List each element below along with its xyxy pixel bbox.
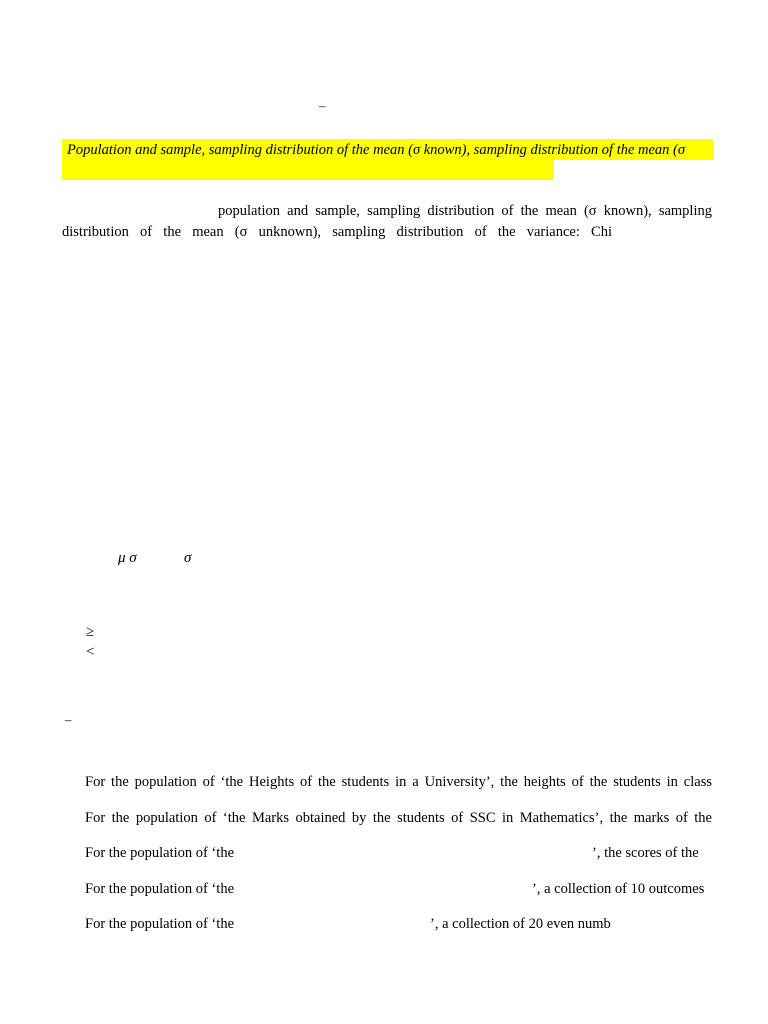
example-line-5-left: For the population of ‘the: [85, 916, 235, 932]
intro-line-2: distribution of the mean (σ unknown), sampling distribution of the variance: Chi: [62, 224, 612, 240]
title-highlight-line2: [62, 160, 553, 180]
example-line-2: For the population of ‘the Marks obtained by the students of SSC in Mathematics’, the marks of the: [85, 810, 712, 826]
example-line-3-left: For the population of ‘the: [85, 845, 235, 861]
example-line-4-right: ’, a collection of 10 outcomes: [532, 881, 705, 897]
example-line-5-right: ’, a collection of 20 even numb: [430, 916, 611, 932]
example-line-4-left: For the population of ‘the: [85, 881, 235, 897]
sigma-symbol: σ: [184, 550, 192, 566]
intro-line-1: population and sample, sampling distribution of the mean (σ known), sampling: [218, 203, 712, 219]
mu-sigma-symbols: μ σ: [118, 550, 137, 566]
header-dash: –: [319, 98, 326, 113]
lt-symbol: <: [86, 644, 95, 660]
example-line-3-right: ’, the scores of the: [592, 845, 699, 861]
example-line-1: For the population of ‘the Heights of the students in a University’, the heights of the students in class: [85, 774, 712, 790]
highlighted-title: Population and sample, sampling distribution of the mean (σ known), sampling distribution of the mean (σ: [67, 142, 686, 158]
section-dash: –: [65, 712, 72, 727]
geq-symbol: ≥: [86, 624, 95, 640]
